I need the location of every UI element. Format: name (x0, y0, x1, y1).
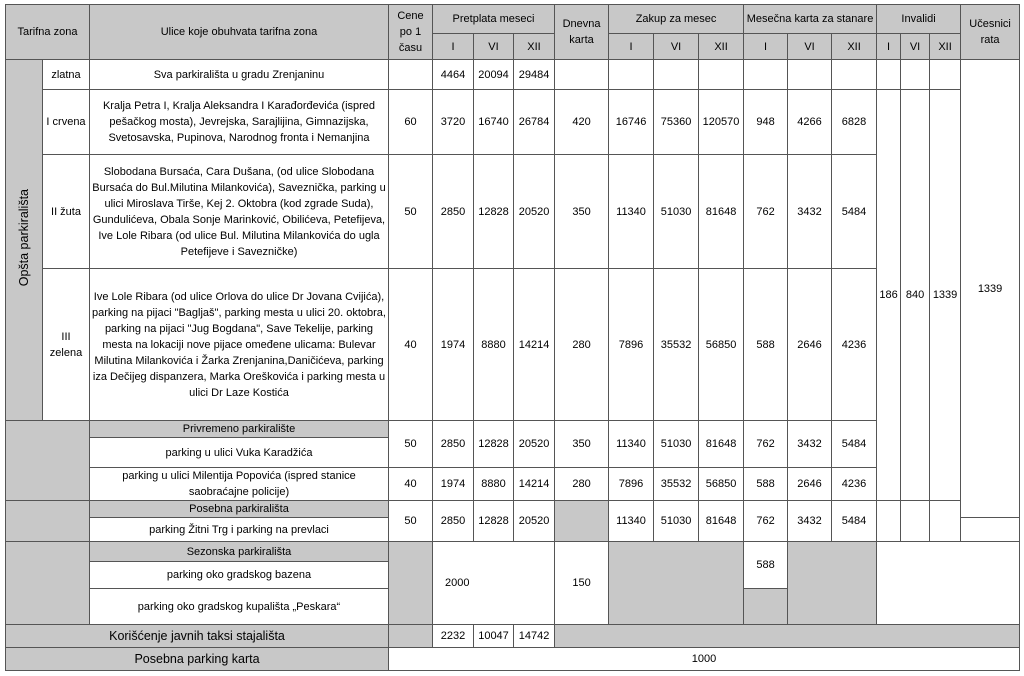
seasonal-daily: 150 (555, 542, 609, 625)
value-cell: 5484 (832, 501, 877, 542)
value-cell: 12828 (474, 421, 514, 468)
header-rent-12: XII (699, 34, 744, 60)
table-row (6, 501, 1020, 518)
special-card-value: 1000 (389, 648, 1020, 671)
header-rent-6: VI (654, 34, 699, 60)
value-cell: 588 (744, 269, 788, 421)
special-streets: parking Žitni Trg i parking na prevlaci (90, 518, 389, 542)
header-res-12: XII (832, 34, 877, 60)
value-cell: 51030 (654, 421, 699, 468)
value-cell: 2850 (433, 421, 474, 468)
zone-name: zlatna (43, 60, 90, 90)
value-cell: 4464 (433, 60, 474, 90)
header-monthly-rent: Zakup za mesec (609, 5, 744, 34)
zone-name: II žuta (43, 155, 90, 269)
table-row (6, 90, 1020, 155)
value-cell: 4236 (832, 468, 877, 501)
value-cell: 40 (389, 468, 433, 501)
value-cell: 3432 (788, 155, 832, 269)
value-cell: 14214 (514, 269, 555, 421)
value-cell: 20520 (514, 421, 555, 468)
value-cell: 35532 (654, 468, 699, 501)
value-cell: 420 (555, 90, 609, 155)
disabled-6-cell: 840 (901, 90, 930, 501)
value-cell: 5484 (832, 421, 877, 468)
header-res-6: VI (788, 34, 832, 60)
header-sub-12: XII (514, 34, 555, 60)
special-card-title: Posebna parking karta (6, 648, 389, 671)
value-cell: 2850 (433, 155, 474, 269)
value-cell: 56850 (699, 468, 744, 501)
value-cell: 280 (555, 468, 609, 501)
disabled-1-cell: 186 (877, 90, 901, 501)
value-cell: 11340 (609, 501, 654, 542)
value-cell: 762 (744, 501, 788, 542)
header-dis-6: VI (901, 34, 930, 60)
value-cell: 2646 (788, 269, 832, 421)
value-cell: 350 (555, 155, 609, 269)
header-streets: Ulice koje obuhvata tarifna zona (90, 5, 389, 60)
general-parking-label: Opšta parkirališta (17, 188, 31, 287)
table-row (6, 421, 1020, 438)
value-cell: 762 (744, 155, 788, 269)
value-cell: 51030 (654, 501, 699, 542)
value-cell: 8880 (474, 468, 514, 501)
value-cell: 4236 (832, 269, 877, 421)
value-cell: 12828 (474, 155, 514, 269)
value-cell: 948 (744, 90, 788, 155)
value-cell: 14742 (514, 625, 555, 648)
value-cell: 3432 (788, 501, 832, 542)
table-row (6, 468, 1020, 501)
value-cell: 4266 (788, 90, 832, 155)
value-cell: 8880 (474, 269, 514, 421)
value-cell: 40 (389, 269, 433, 421)
special-title: Posebna parkirališta (90, 501, 389, 518)
header-zone: Tarifna zona (6, 5, 90, 60)
value-cell: 56850 (699, 269, 744, 421)
zone-name: I crvena (43, 90, 90, 155)
seasonal-res-1: 588 (744, 542, 788, 589)
value-cell: 20094 (474, 60, 514, 90)
temporary-streets: parking u ulici Vuka Karadžića (90, 438, 389, 468)
value-cell: 3720 (433, 90, 474, 155)
header-disabled: Invalidi (877, 5, 961, 34)
value-cell: 81648 (699, 501, 744, 542)
value-cell: 2232 (433, 625, 474, 648)
value-cell: 16746 (609, 90, 654, 155)
value-cell: 7896 (609, 269, 654, 421)
value-cell: 11340 (609, 155, 654, 269)
value-cell: 50 (389, 501, 433, 542)
value-cell: 1974 (433, 269, 474, 421)
header-installments: Učesnici rata (961, 5, 1020, 60)
header-dis-1: I (877, 34, 901, 60)
tariff-table (5, 4, 1020, 671)
value-cell: 350 (555, 421, 609, 468)
value-cell: 60 (389, 90, 433, 155)
zone-name: III zelena (43, 269, 90, 421)
value-cell: 26784 (514, 90, 555, 155)
header-subscription: Pretplata meseci (433, 5, 555, 34)
value-cell: 50 (389, 421, 433, 468)
header-hourly-price: Cene po 1 času (389, 5, 433, 60)
header-sub-6: VI (474, 34, 514, 60)
table-row (6, 542, 1020, 562)
value-cell: 2850 (433, 501, 474, 542)
seasonal-street: parking oko gradskog bazena (90, 562, 389, 589)
installments-cell: 1339 (961, 60, 1020, 518)
value-cell: 20520 (514, 155, 555, 269)
value-cell: 20520 (514, 501, 555, 542)
value-cell: 12828 (474, 501, 514, 542)
value-cell: 51030 (654, 155, 699, 269)
value-cell: 14214 (514, 468, 555, 501)
header-residents-card: Mesečna karta za stanare (744, 5, 877, 34)
table-row (6, 648, 1020, 671)
value-cell: 16740 (474, 90, 514, 155)
value-cell: 6828 (832, 90, 877, 155)
value-cell: 81648 (699, 155, 744, 269)
value-cell: 81648 (699, 421, 744, 468)
value-cell: 3432 (788, 421, 832, 468)
seasonal-street: parking oko gradskog kupališta „Peskara“ (90, 589, 389, 625)
header-daily-ticket: Dnevna karta (555, 5, 609, 60)
value-cell: 29484 (514, 60, 555, 90)
value-cell: 7896 (609, 468, 654, 501)
header-dis-12: XII (930, 34, 961, 60)
zone-streets: Kralja Petra I, Kralja Aleksandra I Karađorđevića (ispred pešačkog mosta), Jevrejska, Sarajlijina, Gimnazijska, Svetosavska, Pupinova, Narodnog fronta i Nemanjina (90, 90, 389, 155)
value-cell: 5484 (832, 155, 877, 269)
value-cell: 280 (555, 269, 609, 421)
value-cell: 75360 (654, 90, 699, 155)
value-cell: 50 (389, 155, 433, 269)
temporary-streets: parking u ulici Milentija Popovića (ispred stanice saobraćajne policije) (90, 468, 389, 501)
header-rent-1: I (609, 34, 654, 60)
header-res-1: I (744, 34, 788, 60)
zone-streets: Sva parkirališta u gradu Zrenjaninu (90, 60, 389, 90)
value-cell: 35532 (654, 269, 699, 421)
seasonal-subscription: 2000 (433, 542, 555, 625)
header-sub-1: I (433, 34, 474, 60)
disabled-12-cell: 1339 (930, 90, 961, 501)
value-cell: 120570 (699, 90, 744, 155)
value-cell: 1974 (433, 468, 474, 501)
taxi-title: Korišćenje javnih taksi stajališta (6, 625, 389, 648)
zone-streets: Slobodana Bursaća, Cara Dušana, (od ulice Slobodana Bursaća do Bul.Milutina Milankovića), Saveznička, parking u ulici Miroslava Tirše, Kej 2. Oktobra (kod zgrade Suda), Gundulićeva, Obala Sonje Marinković, Obilićeva, Petefijeva, Ive Lole Ribara (od ulice Bul. Milutina Milankovića do ugla Petefijeve i Savezničke) (90, 155, 389, 269)
value-cell: 10047 (474, 625, 514, 648)
table-row (6, 269, 1020, 421)
seasonal-title: Sezonska parkirališta (90, 542, 389, 562)
zone-streets: Ive Lole Ribara (od ulice Orlova do ulice Dr Jovana Cvijića), parking na pijaci "Bagljaš", parking mesta u ulici 20. oktobra, parking na pijaci "Jug Bogdana", Save Tekelije, parking mesta na lokaciji nove pijace omeđene ulicama: Bulevar Milutina Milankovića i Žarka Zrenjanina,Daničićeva, parking iza Dečijeg dispanzera, Marka Oreškovića i parking mesta u ulici Dr Laze Kostića (90, 269, 389, 421)
general-parking-cell (6, 60, 43, 421)
value-cell: 588 (744, 468, 788, 501)
value-cell: 762 (744, 421, 788, 468)
price-cell (389, 60, 433, 90)
table-row (6, 625, 1020, 648)
value-cell: 2646 (788, 468, 832, 501)
table-row (6, 155, 1020, 269)
value-cell: 11340 (609, 421, 654, 468)
temporary-title: Privremeno parkiralište (90, 421, 389, 438)
table-row (6, 60, 1020, 90)
